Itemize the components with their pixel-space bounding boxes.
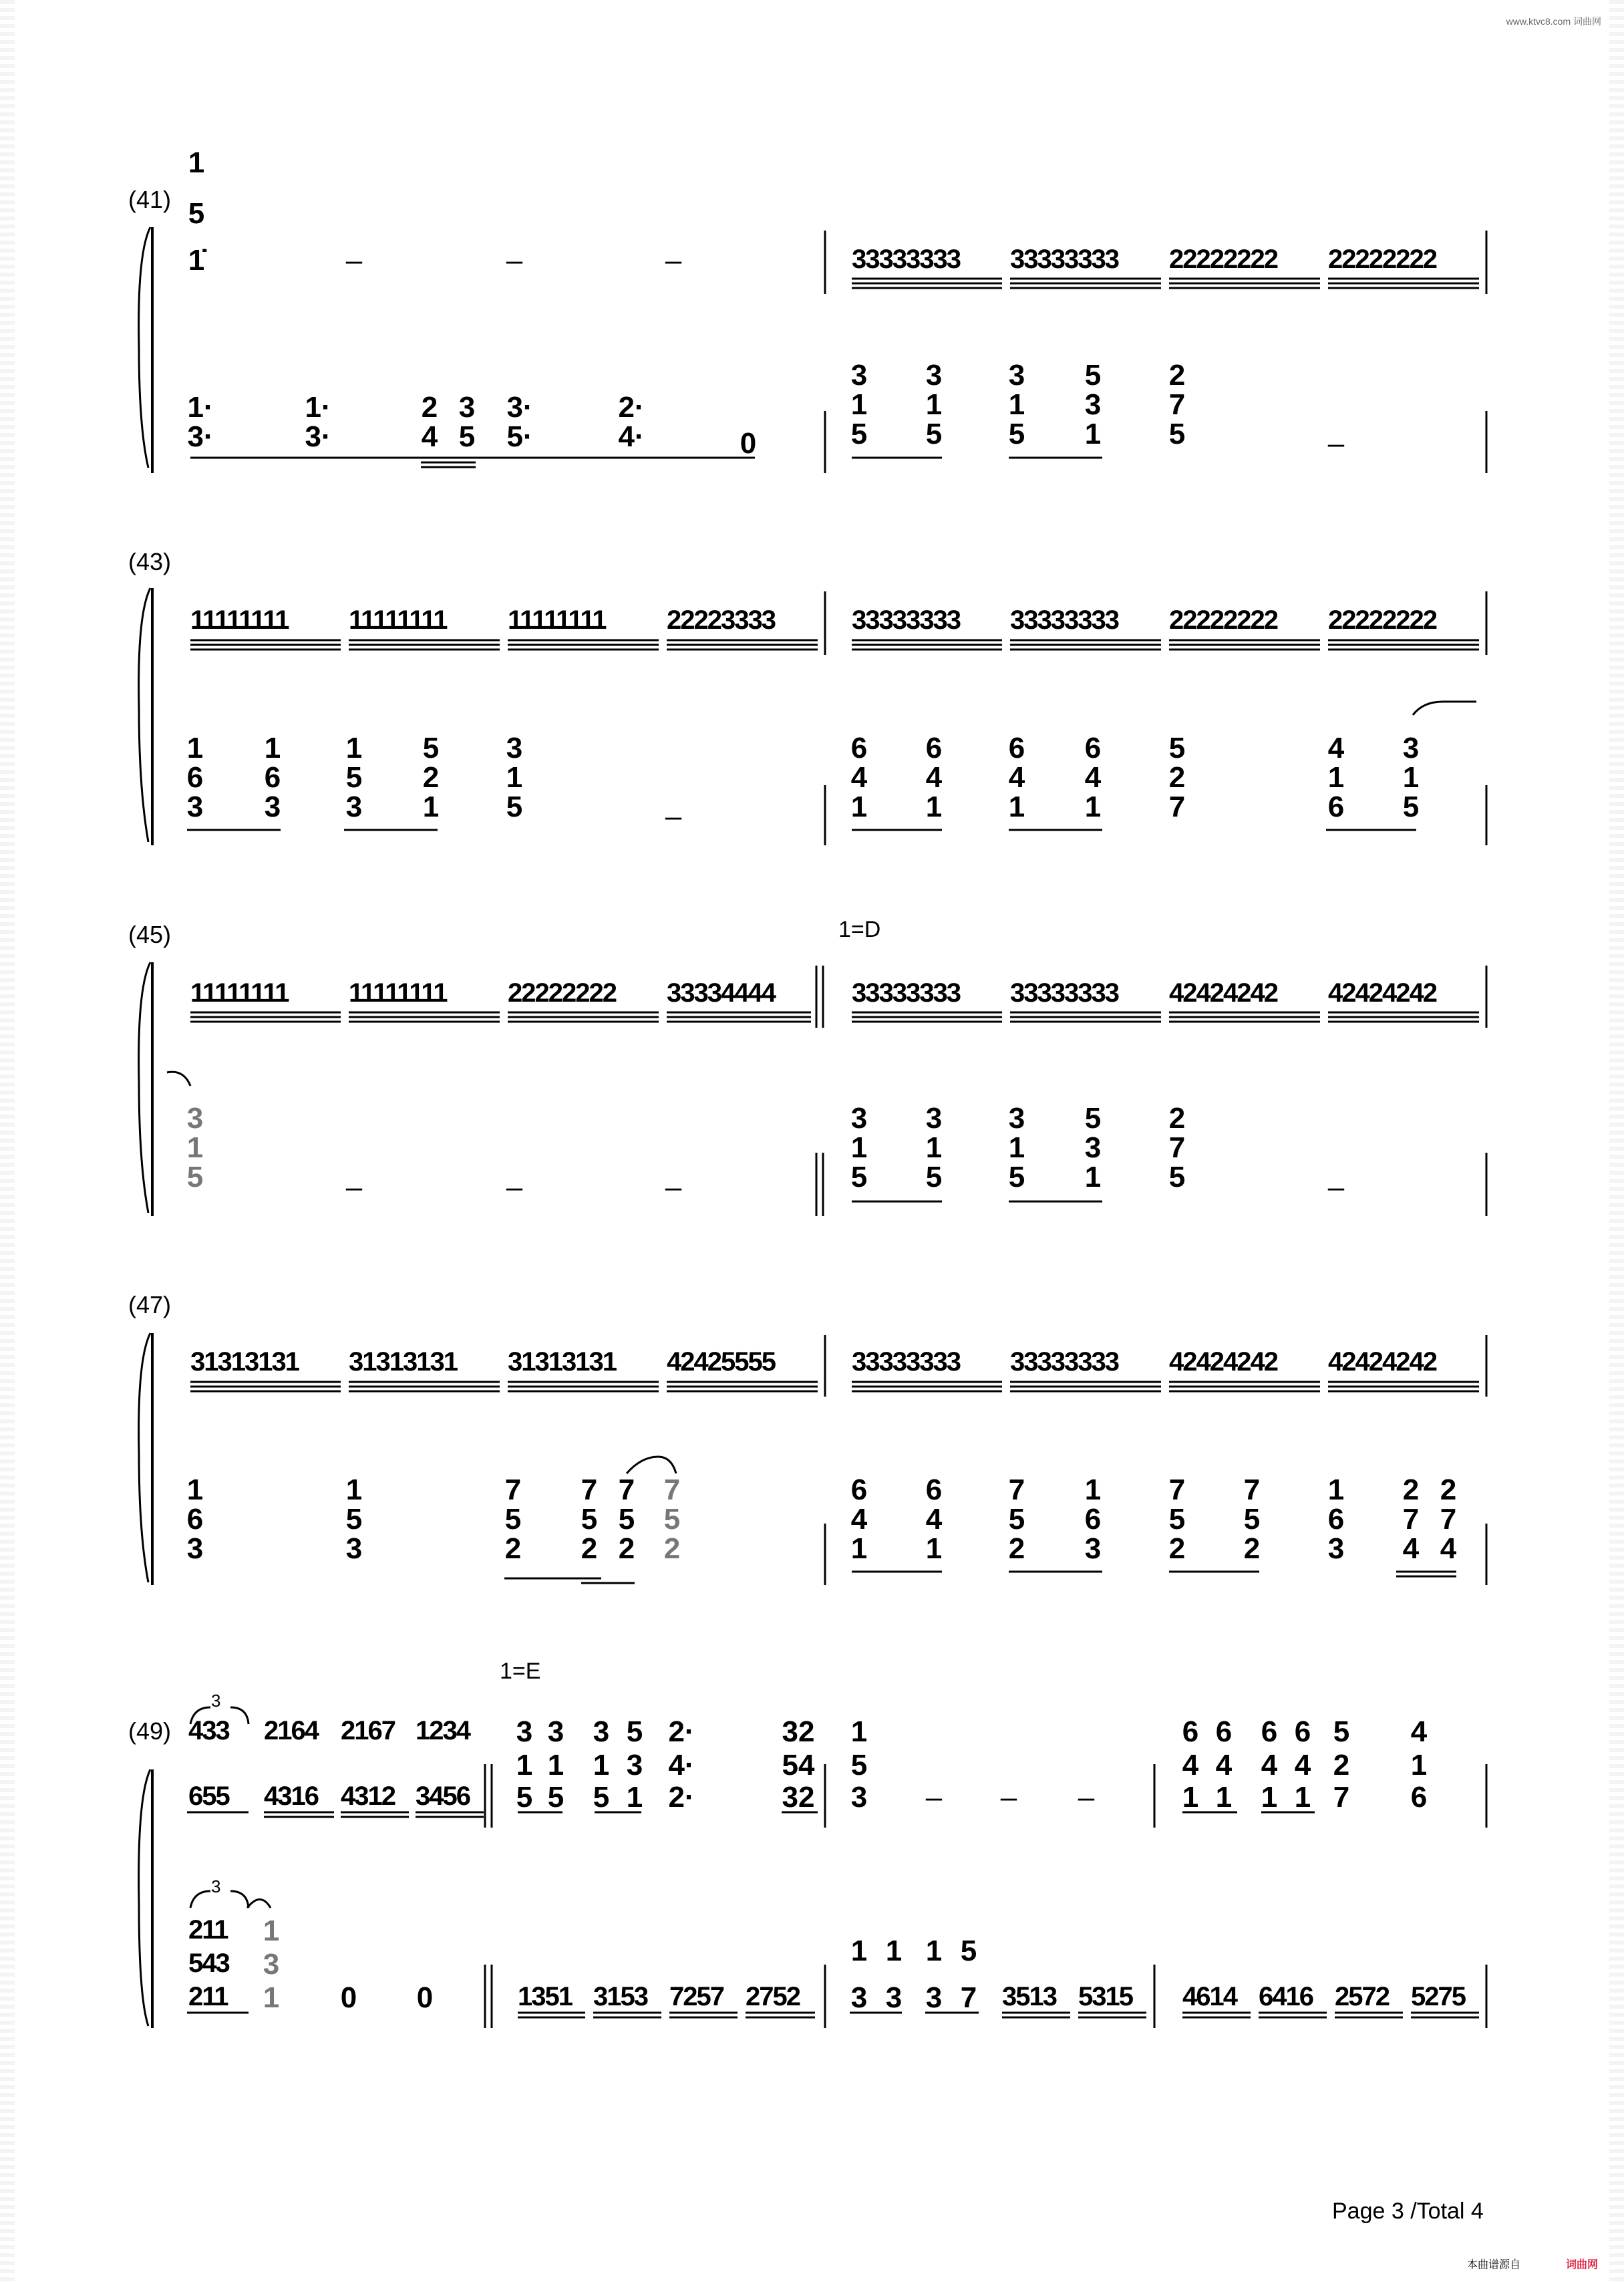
rest: 0 — [416, 1981, 434, 2014]
note: 2· — [668, 1781, 695, 1814]
bass-chord: 1 6 3 — [1084, 1473, 1102, 1565]
bass-chord: 1· 3· — [187, 391, 214, 453]
note-group: 4312 — [341, 1781, 395, 1811]
bass-chord: 6 4 1 — [1084, 732, 1102, 823]
sixteenth-run: 33333333 — [1010, 605, 1118, 635]
note-group: 3153 — [593, 1982, 647, 2011]
measure-number-41: (41) — [128, 186, 172, 213]
sixteenth-run: 42424242 — [1169, 978, 1277, 1008]
note: 7 — [960, 1981, 977, 2014]
bass-chord: 6 4 1 — [925, 1473, 943, 1565]
bass-chord: 7 5 2 — [1008, 1473, 1025, 1565]
sixteenth-run: 42424242 — [1328, 978, 1436, 1008]
note: 6 — [1410, 1781, 1428, 1814]
sustain-dash: – — [665, 244, 682, 277]
note: 6 — [1261, 1715, 1278, 1748]
sixteenth-run: 33334444 — [667, 978, 775, 1008]
bass-chord: 7 5 2 — [1168, 1473, 1186, 1565]
note-group: 1351 — [518, 1982, 572, 2011]
sustain-dash: – — [1000, 1781, 1017, 1814]
triplet-mark: 3 — [211, 1876, 221, 1896]
bass-chord: 3 1 5 — [925, 1102, 943, 1193]
bass-chord: 7 5 2 — [663, 1473, 681, 1565]
note-group: 543 — [188, 1949, 229, 1978]
note: 6 — [1294, 1715, 1311, 1748]
note-group: 5315 — [1078, 1982, 1132, 2011]
bass-chord: 7 5 2 — [581, 1473, 598, 1565]
note: 4· — [668, 1749, 695, 1781]
note-group: 2164 — [264, 1716, 318, 1745]
note-group: 655 — [188, 1781, 229, 1811]
note: 1 — [1215, 1781, 1233, 1814]
note: 1 — [593, 1749, 610, 1781]
note: 6 — [1215, 1715, 1233, 1748]
sixteenth-run: 11111111 — [190, 605, 289, 635]
bass-chord: 1 6 3 — [264, 732, 281, 823]
sixteenth-run: 33333333 — [852, 1347, 960, 1377]
bass-chord: 1 6 3 — [186, 732, 204, 823]
sixteenth-run: 22222222 — [1328, 245, 1436, 274]
note: 1 — [516, 1749, 533, 1781]
sixteenth-run: 22222222 — [1169, 605, 1277, 635]
rest: 0 — [740, 427, 757, 460]
note: 1 — [626, 1781, 643, 1814]
bass-chord: 6 4 1 — [1008, 732, 1025, 823]
rest: 0 — [340, 1981, 357, 2014]
note-group: 2572 — [1335, 1982, 1389, 2011]
note: 4 — [1182, 1749, 1199, 1781]
note-group: 6416 — [1259, 1982, 1313, 2011]
note-group: 3456 — [416, 1781, 470, 1811]
sixteenth-run: 11111111 — [190, 978, 289, 1008]
note: 1 — [850, 1935, 868, 1967]
note: 3 — [516, 1715, 533, 1748]
note-group: 211 — [188, 1915, 228, 1945]
measure-number-43: (43) — [128, 548, 172, 575]
note: 4 — [1294, 1749, 1311, 1781]
sixteenth-run: 22222222 — [1328, 605, 1436, 635]
note-group: 5275 — [1411, 1982, 1465, 2011]
sustain-dash: – — [1327, 1171, 1345, 1203]
note-group: 2167 — [341, 1716, 395, 1745]
note-group: 211 — [188, 1982, 228, 2011]
note: 5 — [960, 1935, 977, 1967]
bass-chord: 1 5 3 — [345, 732, 363, 823]
note: 7 — [1333, 1781, 1350, 1814]
bass-chord: 2 7 5 — [1168, 1102, 1186, 1193]
note: 1 — [547, 1749, 564, 1781]
note: 5 — [1333, 1715, 1350, 1748]
sustain-dash: – — [1327, 427, 1345, 460]
bass-chord: 6 4 1 — [850, 1473, 868, 1565]
note: 1 — [925, 1935, 943, 1967]
sixteenth-run: 33333333 — [1010, 1347, 1118, 1377]
note: 6 — [1182, 1715, 1199, 1748]
page-indicator: Page 3 /Total 4 — [1332, 2198, 1484, 2224]
bass-chord: 2 7 4 — [1440, 1473, 1457, 1565]
note: 1 — [1410, 1749, 1428, 1781]
bass-chord: 3 1 5 — [506, 732, 523, 823]
bass-chord: 6 4 1 — [925, 732, 943, 823]
bass-chord: 7 5 2 — [618, 1473, 635, 1565]
bass-chord: 5 2 1 — [422, 732, 440, 823]
note-group: 4316 — [264, 1781, 318, 1811]
note: 1 — [1261, 1781, 1278, 1814]
bass-chord: 3 5 — [458, 391, 476, 453]
sixteenth-run: 11111111 — [349, 605, 447, 635]
sixteenth-run: 22223333 — [667, 605, 775, 635]
note-group: 3513 — [1002, 1982, 1056, 2011]
sixteenth-run: 33333333 — [1010, 978, 1118, 1008]
sixteenth-run: 31313131 — [190, 1347, 299, 1377]
bass-chord: 5 3 1 — [1084, 1102, 1102, 1193]
sustain-dash: – — [925, 1781, 943, 1814]
sixteenth-run: 42424242 — [1169, 1347, 1277, 1377]
sixteenth-run: 33333333 — [852, 245, 960, 274]
note: 5 — [593, 1781, 610, 1814]
note-group: 2752 — [746, 1982, 800, 2011]
note-group: 4614 — [1182, 1982, 1237, 2011]
note: 3 — [547, 1715, 564, 1748]
note: 1 — [263, 1981, 280, 2014]
bass-chord: 2 7 5 — [1168, 359, 1186, 450]
note: 5 — [188, 197, 205, 230]
bass-chord: 3 1 5 — [186, 1102, 204, 1193]
bass-chord: 1 5 3 — [345, 1473, 363, 1565]
measure-number-49: (49) — [128, 1717, 172, 1745]
sixteenth-run: 22222222 — [1169, 245, 1277, 274]
note: 32 — [782, 1715, 815, 1748]
bass-chord: 3 1 5 — [850, 1102, 868, 1193]
bass-chord: 1· 3· — [305, 391, 331, 453]
note: 3 — [593, 1715, 610, 1748]
note: 4 — [1261, 1749, 1278, 1781]
sustain-dash: – — [665, 800, 682, 833]
note: 54 — [782, 1749, 815, 1781]
bass-chord: 3 1 5 — [925, 359, 943, 450]
note: 3 — [885, 1981, 903, 2014]
bass-chord: 5 2 7 — [1168, 732, 1186, 823]
note: 1 — [885, 1935, 903, 1967]
note: 4 — [1410, 1715, 1428, 1748]
note-group: 433 — [188, 1716, 229, 1745]
sustain-dash: – — [345, 244, 363, 277]
sustain-dash: – — [506, 244, 523, 277]
sixteenth-run: 31313131 — [508, 1347, 616, 1377]
note: 5 — [516, 1781, 533, 1814]
note: 3 — [263, 1948, 280, 1981]
sixteenth-run: 11111111 — [508, 605, 606, 635]
sixteenth-run: 42424242 — [1328, 1347, 1436, 1377]
note: 1 — [850, 1715, 868, 1748]
note: 2· — [668, 1715, 695, 1748]
bass-chord: 3· 5· — [506, 391, 533, 453]
sustain-dash: – — [665, 1171, 682, 1203]
note: 5 — [547, 1781, 564, 1814]
source-label: 本曲谱源自 — [1467, 2259, 1521, 2271]
note: 3 — [850, 1781, 868, 1814]
key-signature: 1=D — [838, 917, 881, 942]
note-group: 1234 — [416, 1716, 470, 1745]
bass-chord: 1 6 3 — [186, 1473, 204, 1565]
sixteenth-run: 22222222 — [508, 978, 616, 1008]
bass-chord: 2 7 4 — [1402, 1473, 1420, 1565]
note: 3 — [626, 1749, 643, 1781]
note: 2 — [1333, 1749, 1350, 1781]
note: 1 — [263, 1914, 280, 1947]
measure-number-45: (45) — [128, 921, 172, 948]
bass-chord: 4 1 6 — [1327, 732, 1345, 823]
note: 32 — [782, 1781, 815, 1814]
bass-chord: 2· 4· — [618, 391, 645, 453]
note: 5 — [626, 1715, 643, 1748]
note: 5 — [850, 1749, 868, 1781]
bass-chord: 2 4 — [421, 391, 438, 453]
note: 3 — [925, 1981, 943, 2014]
note-group: 7257 — [669, 1982, 723, 2011]
bass-chord: 7 5 2 — [1243, 1473, 1261, 1565]
sixteenth-run: 11111111 — [349, 978, 447, 1008]
note: 3 — [850, 1981, 868, 2014]
sustain-dash: – — [345, 1171, 363, 1203]
bass-chord: 6 4 1 — [850, 732, 868, 823]
site-logo: 词曲网 — [1566, 2259, 1599, 2271]
sixteenth-run: 33333333 — [852, 605, 960, 635]
sustain-dash: – — [1078, 1781, 1095, 1814]
bass-chord: 1 6 3 — [1327, 1473, 1345, 1565]
sixteenth-run: 33333333 — [852, 978, 960, 1008]
bass-chord: 3 1 5 — [1008, 1102, 1025, 1193]
bass-chord: 3 1 5 — [1008, 359, 1025, 450]
note: 1̇ — [188, 244, 205, 277]
bass-chord: 3 1 5 — [1402, 732, 1420, 823]
sixteenth-run: 33333333 — [1010, 245, 1118, 274]
bass-chord: 3 1 5 — [850, 359, 868, 450]
bass-chord: 5 3 1 — [1084, 359, 1102, 450]
watermark: www.ktvc8.com 词曲网 — [1506, 16, 1601, 27]
note: 4 — [1215, 1749, 1233, 1781]
sixteenth-run: 42425555 — [667, 1347, 775, 1377]
triplet-mark: 3 — [211, 1691, 221, 1711]
measure-number-47: (47) — [128, 1291, 172, 1318]
bass-chord: 7 5 2 — [504, 1473, 522, 1565]
key-signature: 1=E — [500, 1659, 541, 1684]
note: 1 — [1182, 1781, 1199, 1814]
sustain-dash: – — [506, 1171, 523, 1203]
note: 1 — [188, 146, 205, 179]
note: 1 — [1294, 1781, 1311, 1814]
sixteenth-run: 31313131 — [349, 1347, 457, 1377]
